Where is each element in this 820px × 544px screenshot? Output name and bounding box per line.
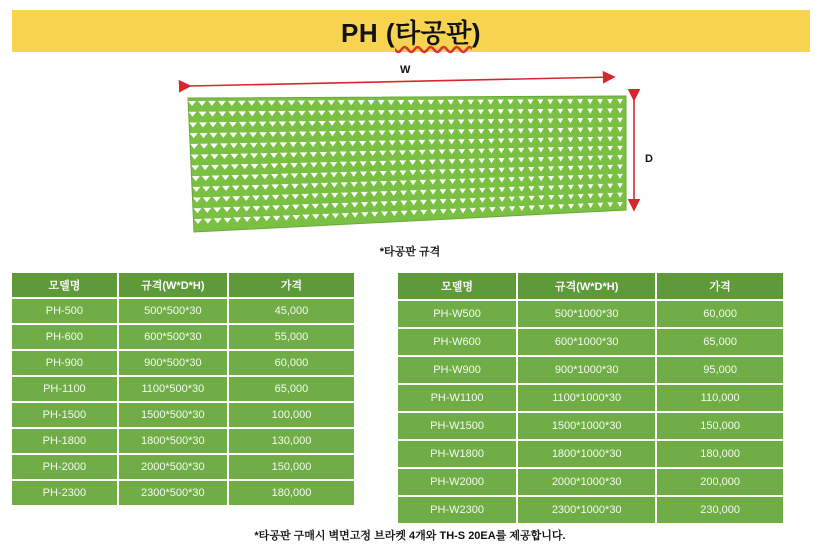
table-header-row bbox=[12, 273, 354, 297]
header-size: 규격(W*D*H) bbox=[518, 273, 655, 299]
table-row bbox=[12, 299, 354, 323]
price-cell: 110,000 bbox=[657, 385, 783, 411]
price-cell: 180,000 bbox=[657, 441, 783, 467]
size-cell: 1800*1000*30 bbox=[518, 441, 655, 467]
size-cell: 2000*1000*30 bbox=[518, 469, 655, 495]
price-cell: 200,000 bbox=[657, 469, 783, 495]
table-row bbox=[398, 329, 783, 355]
model-cell: PH-W1500 bbox=[398, 413, 516, 439]
price-cell: 60,000 bbox=[657, 301, 783, 327]
size-cell: 900*1000*30 bbox=[518, 357, 655, 383]
price-cell: 180,000 bbox=[229, 481, 354, 505]
header-size: 규격(W*D*H) bbox=[119, 273, 227, 297]
table-row bbox=[12, 403, 354, 427]
size-cell: 500*1000*30 bbox=[518, 301, 655, 327]
model-cell: PH-W500 bbox=[398, 301, 516, 327]
width-label: W bbox=[400, 64, 411, 76]
spec-table-500 bbox=[10, 271, 356, 507]
header-price: 가격 bbox=[229, 273, 354, 297]
table-row bbox=[12, 351, 354, 375]
model-cell: PH-1100 bbox=[12, 377, 117, 401]
width-arrow bbox=[190, 77, 614, 86]
price-cell: 45,000 bbox=[229, 299, 354, 323]
size-cell: 2300*1000*30 bbox=[518, 497, 655, 523]
price-cell: 65,000 bbox=[657, 329, 783, 355]
table-row bbox=[12, 377, 354, 401]
model-cell: PH-W1100 bbox=[398, 385, 516, 411]
footnote: *타공판 구매시 벽면고정 브라켓 4개와 TH-S 20EA를 제공합니다. bbox=[254, 530, 566, 542]
size-cell: 1100*500*30 bbox=[119, 377, 227, 401]
table-row bbox=[12, 481, 354, 505]
table-row bbox=[12, 429, 354, 453]
table-row bbox=[12, 455, 354, 479]
price-cell: 100,000 bbox=[229, 403, 354, 427]
model-cell: PH-1800 bbox=[12, 429, 117, 453]
size-cell: 1500*1000*30 bbox=[518, 413, 655, 439]
size-cell: 600*1000*30 bbox=[518, 329, 655, 355]
price-cell: 150,000 bbox=[229, 455, 354, 479]
price-cell: 65,000 bbox=[229, 377, 354, 401]
pegboard-diagram bbox=[0, 0, 820, 260]
model-cell: PH-500 bbox=[12, 299, 117, 323]
header-price: 가격 bbox=[657, 273, 783, 299]
table-row bbox=[398, 469, 783, 495]
size-cell: 1800*500*30 bbox=[119, 429, 227, 453]
depth-label: D bbox=[645, 153, 653, 165]
model-cell: PH-1500 bbox=[12, 403, 117, 427]
model-cell: PH-W2000 bbox=[398, 469, 516, 495]
model-cell: PH-W2300 bbox=[398, 497, 516, 523]
table-row bbox=[12, 325, 354, 349]
model-cell: PH-600 bbox=[12, 325, 117, 349]
size-cell: 600*500*30 bbox=[119, 325, 227, 349]
table-header-row bbox=[398, 273, 783, 299]
table-row bbox=[398, 441, 783, 467]
price-cell: 130,000 bbox=[229, 429, 354, 453]
model-cell: PH-W600 bbox=[398, 329, 516, 355]
size-cell: 500*500*30 bbox=[119, 299, 227, 323]
page-title: PH (타공판) bbox=[340, 17, 482, 48]
table-row bbox=[398, 357, 783, 383]
table-row bbox=[398, 413, 783, 439]
model-cell: PH-W1800 bbox=[398, 441, 516, 467]
price-cell: 55,000 bbox=[229, 325, 354, 349]
model-cell: PH-2000 bbox=[12, 455, 117, 479]
size-cell: 2000*500*30 bbox=[119, 455, 227, 479]
model-cell: PH-900 bbox=[12, 351, 117, 375]
model-cell: PH-2300 bbox=[12, 481, 117, 505]
table-row bbox=[398, 301, 783, 327]
size-cell: 2300*500*30 bbox=[119, 481, 227, 505]
price-cell: 230,000 bbox=[657, 497, 783, 523]
price-cell: 150,000 bbox=[657, 413, 783, 439]
header-model: 모델명 bbox=[398, 273, 516, 299]
diagram-caption: *타공판 규격 bbox=[379, 246, 441, 258]
table-row bbox=[398, 497, 783, 523]
header-model: 모델명 bbox=[12, 273, 117, 297]
model-cell: PH-W900 bbox=[398, 357, 516, 383]
price-cell: 95,000 bbox=[657, 357, 783, 383]
price-cell: 60,000 bbox=[229, 351, 354, 375]
spec-table-1000 bbox=[396, 271, 785, 525]
size-cell: 1100*1000*30 bbox=[518, 385, 655, 411]
size-cell: 1500*500*30 bbox=[119, 403, 227, 427]
size-cell: 900*500*30 bbox=[119, 351, 227, 375]
table-row bbox=[398, 385, 783, 411]
